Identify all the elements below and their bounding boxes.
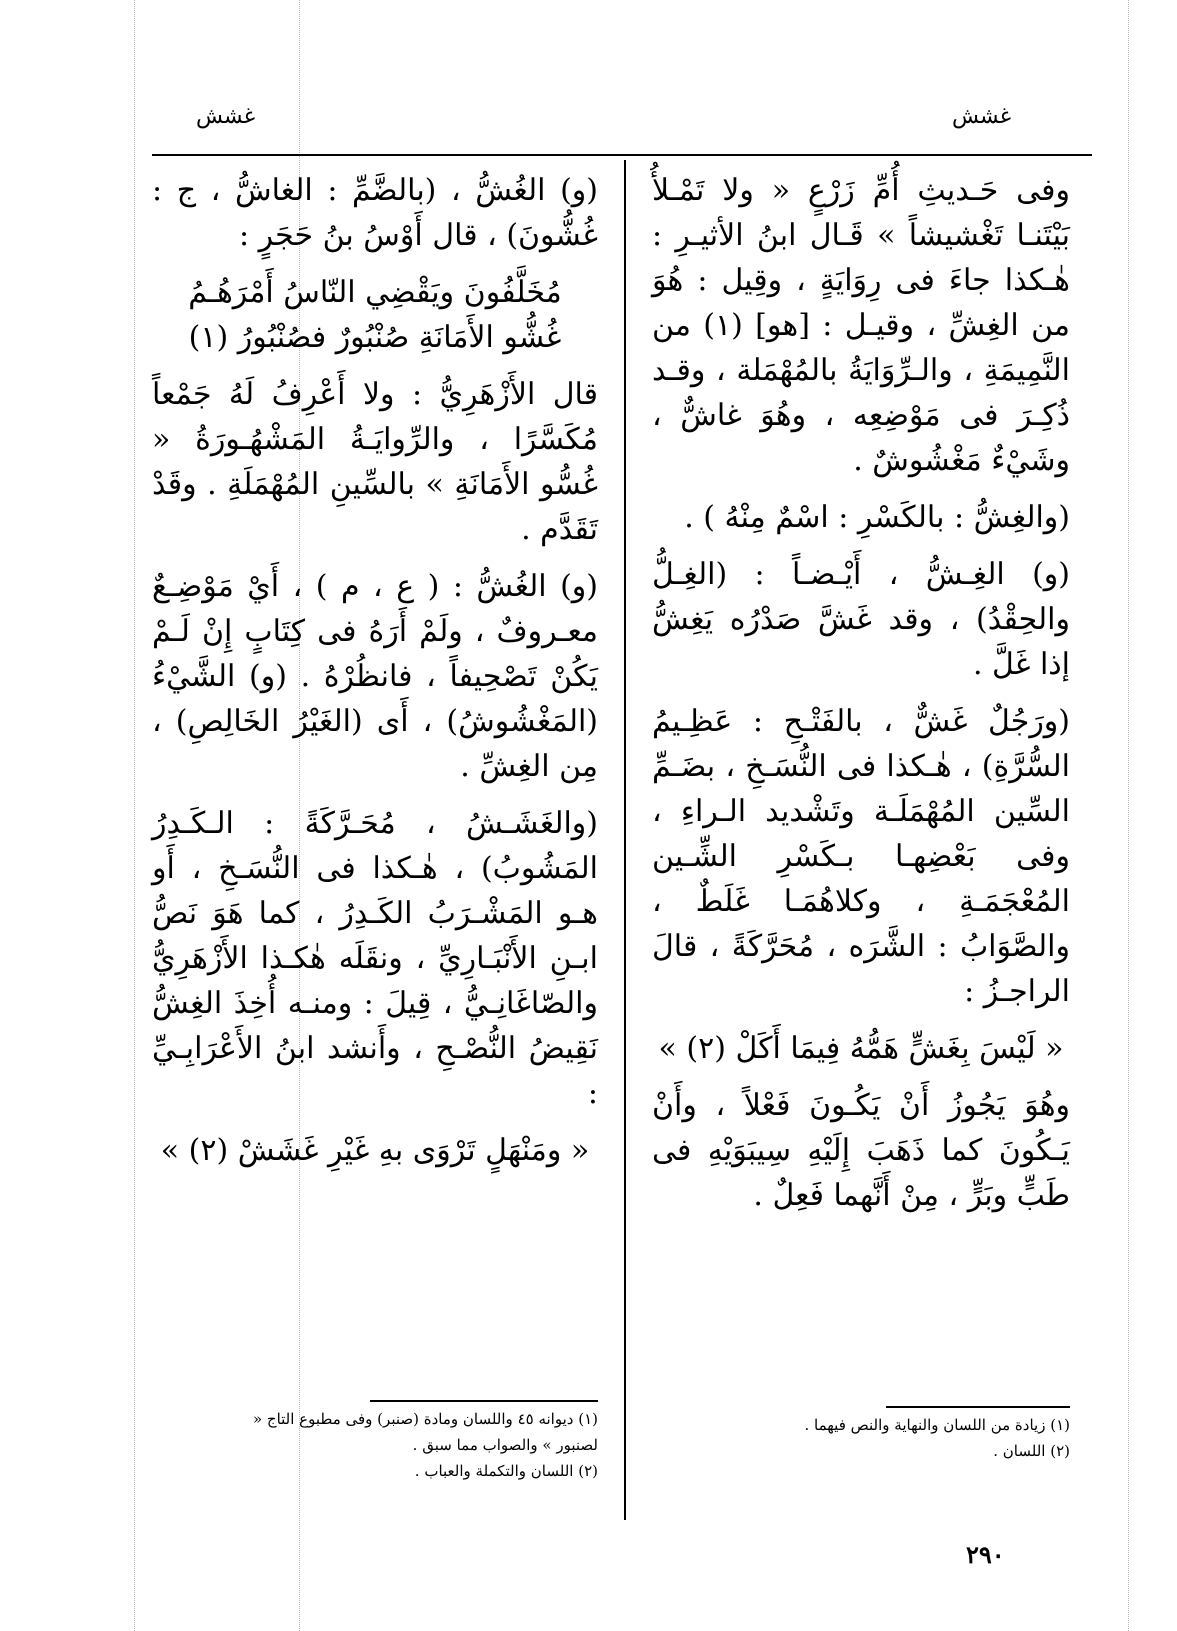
entry-paragraph: (والغِشُّ : بالكَسْرِ : اسْمٌ مِنْهُ ) .: [684, 500, 1070, 535]
entry-paragraph: وهُوَ يَجُوزُ أَنْ يَكُـونَ فَعْلاً ، وأَنْ يَـكُونَ كما ذَهَبَ إِلَيْهِ سِيبَوَيْهِ فى طَبٍّ وبَرٍّ ، مِنْ أَنَّهما فَعِلٌ .: [652, 1088, 1070, 1213]
page-number: ٢٩٠: [966, 1540, 1005, 1569]
guide-line: [1128, 0, 1129, 1631]
entry-paragraph: (و) الغُشُّ ، (بالضَّمِّ : الغاشُّ ، ج : غُشُّونَ) ، قال أَوْسُ بنُ حَجَرٍ :: [152, 173, 598, 253]
footnote-rule: [370, 1400, 598, 1402]
entry-paragraph: (والغَشَـشُ ، مُحَـرَّكَةً : الـكَـدِرُ المَشُوبُ) ، هٰـكذا فى النُّسَـخِ ، أَو هـو المَشْـرَبُ الكَـدِرُ ، كما هَوَ نَصُّ ابـنِ الأَنْبَـارِيِّ ، ونقَلَه هٰكـذا الأَزْهَرِيُّ والصّاغَانِـيُّ ، قِيلَ : ومنـه أُخِذَ الغِشُّ نَقِيضُ النُّصْـحِ ، وأَنشد ابنُ الأَعْرَابِـيِّ :: [152, 806, 598, 1111]
header-rule: [152, 154, 1092, 156]
entry-paragraph: قال الأَزْهَرِيُّ : ولا أَعْرِفُ لَهُ جَمْعاً مُكَسَّرًا ، والرِّوايَـةُ المَشْهُـورَةُ « غُسُّو الأَمَانَةِ » بالسِّينِ المُهْمَلَةِ . وقَدْ تَقَدَّم .: [152, 377, 598, 547]
header-root-left: غشش: [196, 104, 256, 129]
footnote: (٢) اللسان .: [993, 1442, 1070, 1460]
right-column: [652, 168, 1070, 1230]
column-divider: [624, 160, 626, 1520]
entry-paragraph: (و) الغِـشُّ ، أَيْـضـاً : (الغِـلُّ والحِقْدُ) ، وقد غَشَّ صَدْرُه يَغِشُّ إذا غَلَّ .: [652, 557, 1070, 682]
header-root-right: غشش: [952, 104, 1012, 129]
left-column: [152, 168, 598, 1185]
left-footnotes: [230, 1406, 598, 1484]
guide-line: [134, 0, 135, 1631]
footnote-rule: [886, 1406, 1070, 1408]
verse-line: مُخَلَّفُونَ ويَقْضِي النّاسُ أَمْرَهُـمُ: [188, 275, 562, 310]
entry-paragraph: وفى حَـديثِ أُمِّ زَرْعٍ « ولا تَمْـلأُ بَيْتَنـا تَغْشيشاً » قَـال ابنُ الأثيـرِ : هٰـكذا جاءَ فى رِوَايَةٍ ، وقِيل : هُوَ من الغِشِّ ، وقيـل : [هو] (١) من النَّمِيمَةِ ، والـرِّوَايَةُ بالمُهْمَلة ، وقـد ذُكِـرَ فى مَوْضِعِه ، وهُوَ غاشٌّ ، وشَيْءٌ مَغْشُوشٌ .: [652, 173, 1070, 478]
entry-paragraph: (و) الغُشُّ : ( ع ، م ) ، أَيْ مَوْضِـعٌ معـروفٌ ، ولَمْ أَرَهُ فى كِتَابٍ إِنْ لَـمْ يَكُنْ تَصْحِيفاً ، فانظُرْهُ . (و) الشَّيْءُ (المَغْشُوشُ) ، أَى (الغَيْرُ الخَالِصِ) ، مِن الغِشِّ .: [152, 569, 598, 784]
right-footnotes: [770, 1412, 1070, 1464]
verse-line: غُشُّو الأَمَانَةِ صُنْبُورٌ فصُنْبُورُ (١): [188, 320, 562, 355]
verse-line: « لَيْسَ بِغَشٍّ هَمُّهُ فِيمَا أَكَلْ (٢) »: [658, 1031, 1064, 1066]
footnote: (١) زيادة من اللسان والنهاية والنص فيهما .: [804, 1416, 1070, 1434]
entry-paragraph: (ورَجُلٌ غَشٌّ ، بالفَتْـحِ : عَظِـيمُ السُّرَّةِ) ، هٰـكذا فى النُّسَـخِ ، بضَـمِّ السِّين المُهْمَلَـة وتَشْديد الـراءِ ، وفى بَعْضِهـا بـكَسْرِ الشِّـين المُعْجَمَـةِ ، وكلاهُمَـا غَلَطٌ ، والصَّوَابُ : الشَّرَه ، مُحَرَّكَةً ، قالَ الراجـزُ :: [652, 704, 1070, 1009]
verse-line: « ومَنْهَلٍ تَرْوَى بهِ غَيْرِ غَشَشْ (٢) »: [160, 1133, 590, 1168]
footnote: (١) ديوانه ٤٥ واللسان ومادة (صنبر) وفى مطبوع التاج « لصنبور » والصواب مما سبق .: [252, 1410, 598, 1454]
footnote: (٢) اللسان والتكملة والعباب .: [414, 1462, 598, 1480]
